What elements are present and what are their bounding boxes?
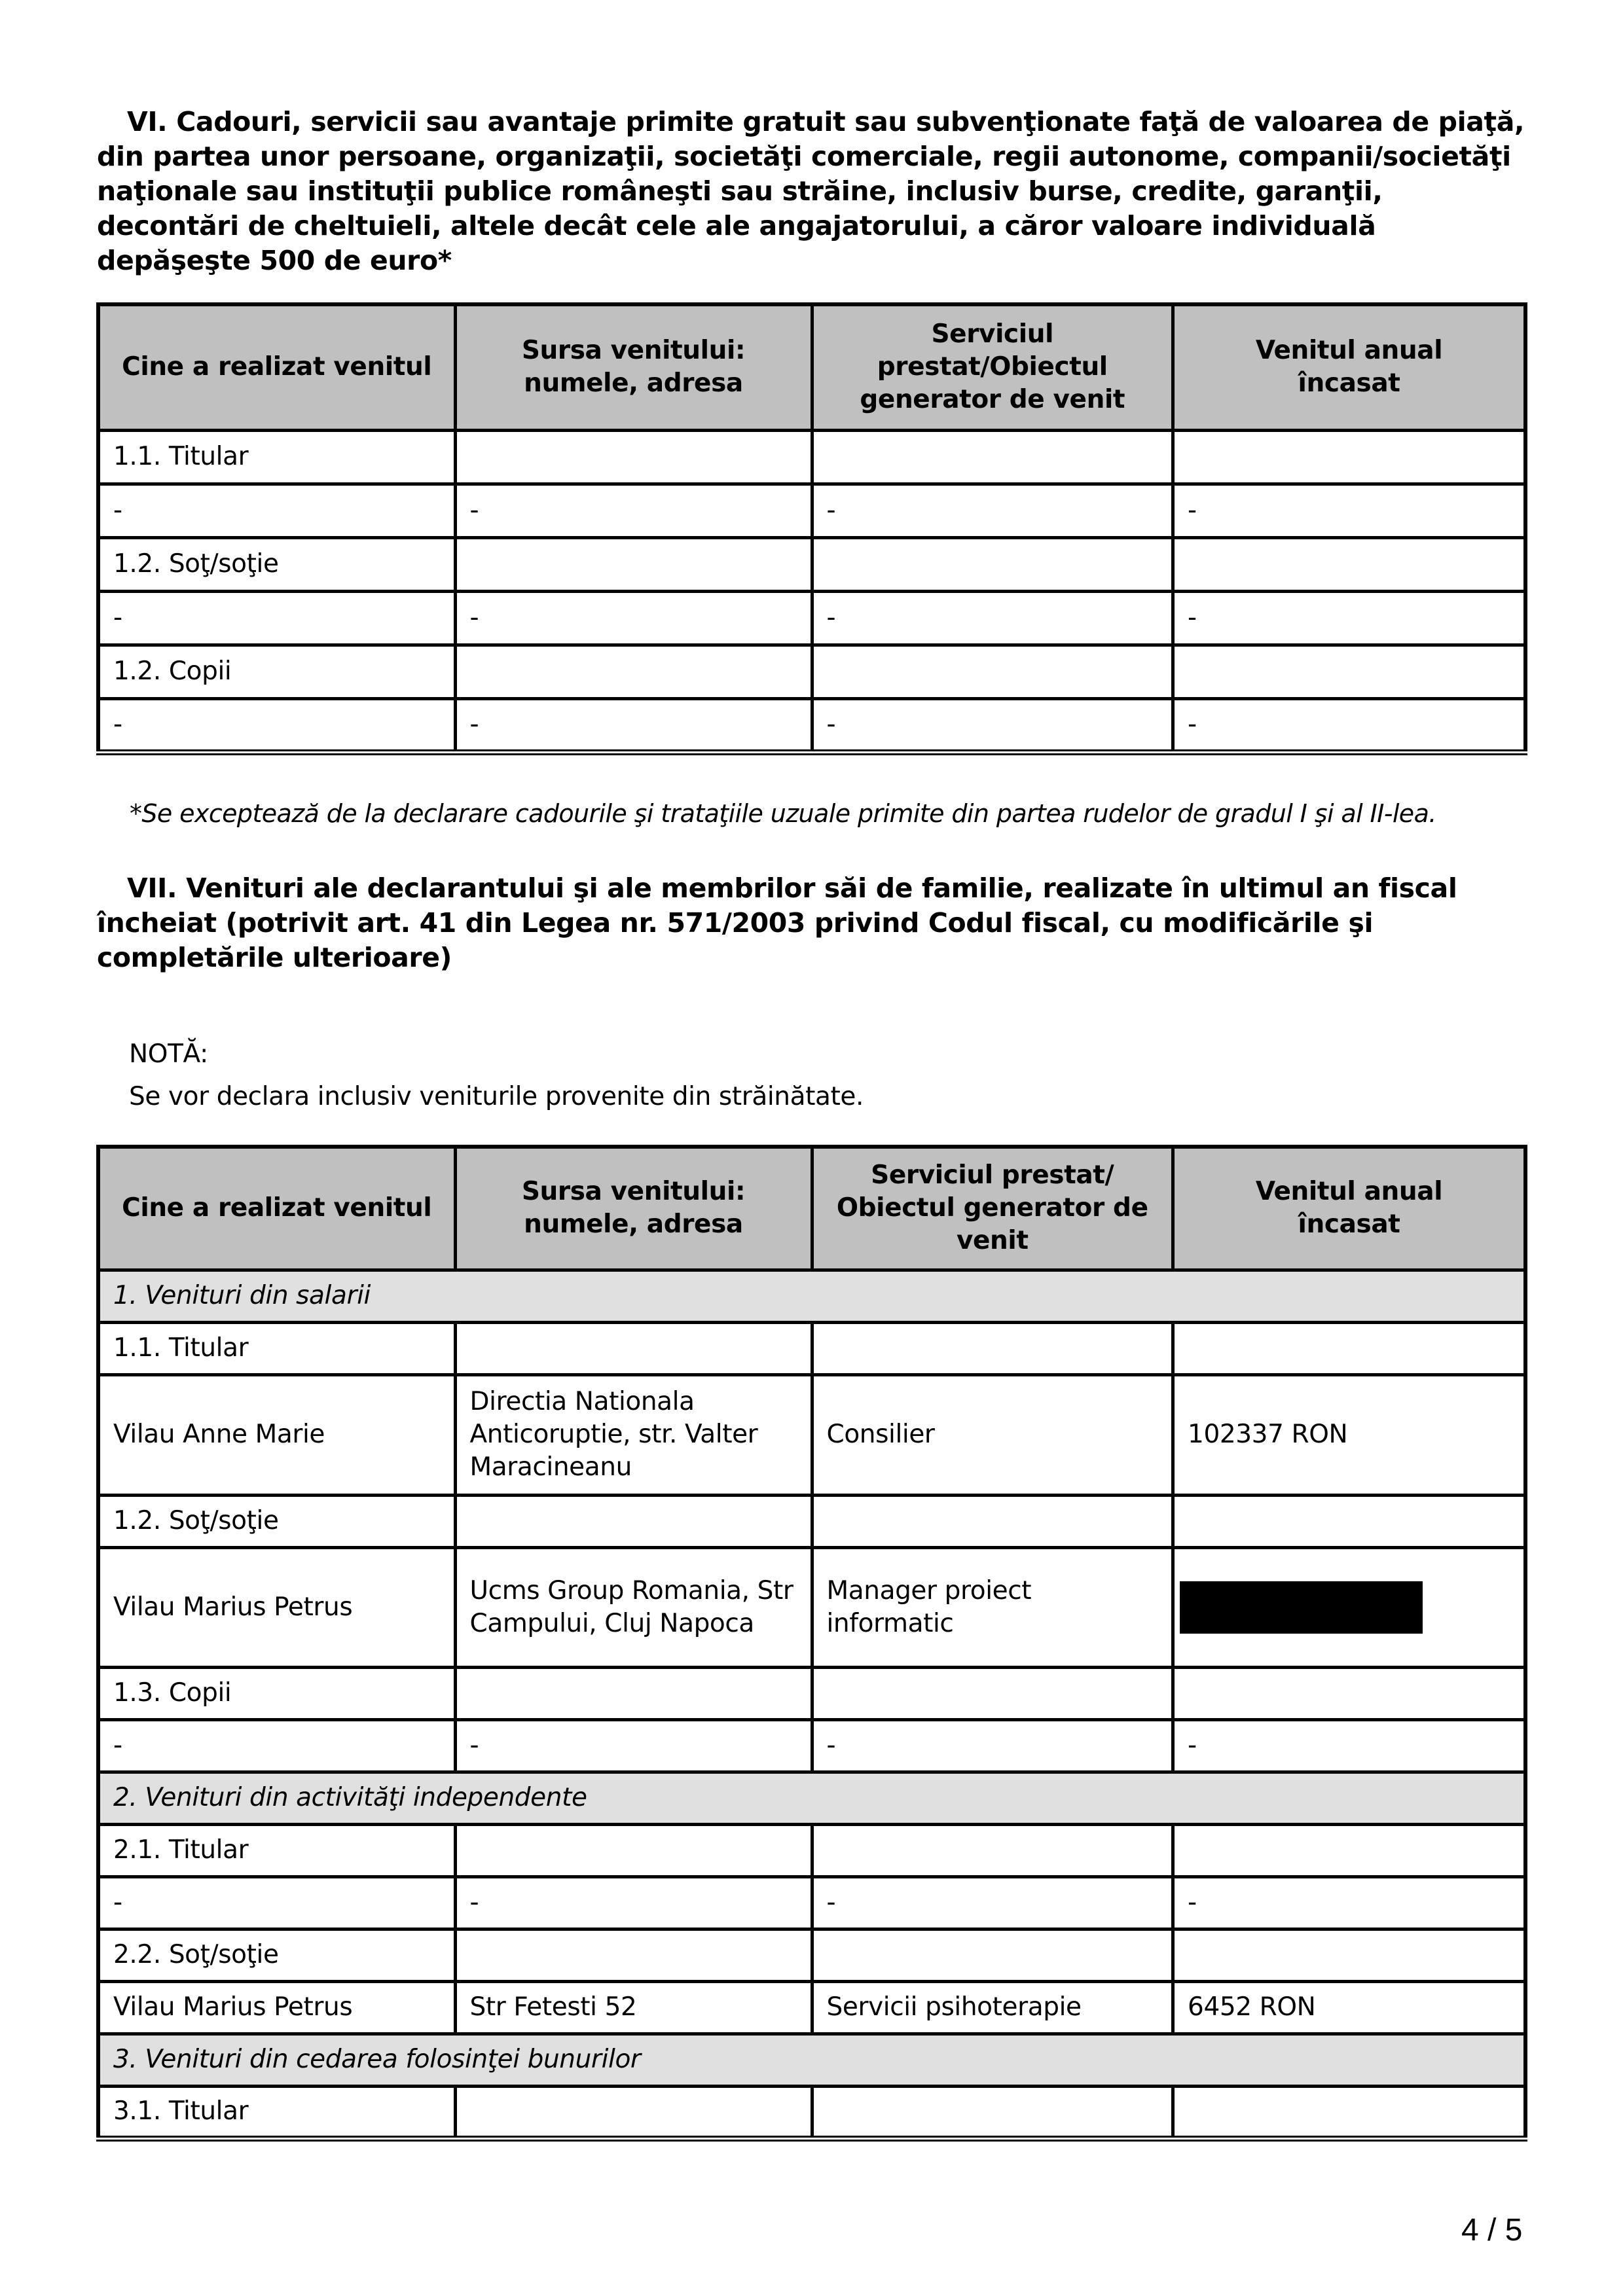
cell: -	[812, 1719, 1173, 1772]
section-label: 1. Venituri din salarii	[98, 1270, 1525, 1322]
cell: -	[1173, 698, 1525, 752]
cell	[1173, 1322, 1525, 1374]
cell	[812, 430, 1173, 484]
cell	[812, 1495, 1173, 1547]
section-row-salarii	[98, 1270, 1525, 1322]
table-row	[98, 645, 1525, 698]
table-row	[98, 2086, 1525, 2138]
cell: 1.2. Soţ/soţie	[98, 1495, 455, 1547]
cell	[812, 537, 1173, 591]
header-cine: Cine a realizat venitul	[98, 1147, 455, 1270]
table-row	[98, 1495, 1525, 1547]
table-row	[98, 1374, 1525, 1495]
page-number: 4 / 5	[1461, 2213, 1523, 2248]
cell	[455, 2086, 812, 2138]
gifts-table	[96, 302, 1527, 755]
cell: -	[455, 484, 812, 537]
cell: 6452 RON	[1173, 1981, 1525, 2034]
cell: -	[98, 698, 455, 752]
redaction-box	[1180, 1581, 1423, 1634]
cell: Vilau Marius Petrus	[98, 1981, 455, 2034]
income-table	[96, 1145, 1527, 2142]
cell: Vilau Marius Petrus	[98, 1547, 455, 1667]
cell: -	[455, 698, 812, 752]
cell	[812, 645, 1173, 698]
table-header-row	[98, 1147, 1525, 1270]
cell: -	[1173, 591, 1525, 645]
table-row	[98, 537, 1525, 591]
cell	[455, 1824, 812, 1876]
cell	[1173, 1495, 1525, 1547]
note-text: Se vor declara inclusiv veniturile provenite din străinătate.	[129, 1082, 864, 1111]
cell: 3.1. Titular	[98, 2086, 455, 2138]
cell: -	[812, 591, 1173, 645]
table-header-row	[98, 304, 1525, 430]
cell: Servicii psihoterapie	[812, 1981, 1173, 2034]
cell: Ucms Group Romania, Str Campului, Cluj Napoca	[455, 1547, 812, 1667]
cell: Str Fetesti 52	[455, 1981, 812, 2034]
gifts-footnote: *Se exceptează de la declarare cadourile şi trataţiile uzuale primite din partea rudelor de gradul I şi al II-lea.	[130, 799, 1436, 828]
note-label: NOTĂ:	[129, 1039, 208, 1069]
table-row	[98, 1876, 1525, 1929]
cell: 2.2. Soţ/soţie	[98, 1929, 455, 1981]
section-vi-heading: VI. Cadouri, servicii sau avantaje primite gratuit sau subvenţionate faţă de valoarea de piaţă, din partea unor persoane, organizaţii, societăţi comerciale, regii autonome, companii/societăţi naţionale sau instituţii publice româneşti sau străine, inclusiv burse, credite, garanţii, decontări de cheltuieli, altele decât cele ale angajatorului, a căror valoare individuală depăşeşte 500 de euro*	[97, 106, 1525, 276]
table-row	[98, 430, 1525, 484]
table-row	[98, 698, 1525, 752]
header-cine: Cine a realizat venitul	[98, 304, 455, 430]
table-row	[98, 1547, 1525, 1667]
cell	[1173, 1929, 1525, 1981]
cell: -	[812, 698, 1173, 752]
table-row	[98, 1981, 1525, 2034]
cell	[812, 1824, 1173, 1876]
cell	[812, 1667, 1173, 1719]
section-vii-heading: VII. Venituri ale declarantului şi ale membrilor săi de familie, realizate în ultimul an fiscal încheiat (potrivit art. 41 din Legea nr. 571/2003 privind Codul fiscal, cu modificările şi completările ulterioare)	[97, 872, 1457, 973]
cell: 1.3. Copii	[98, 1667, 455, 1719]
cell	[455, 1929, 812, 1981]
section-row-cedarea	[98, 2034, 1525, 2086]
header-venit: Venitul anual încasat	[1173, 304, 1525, 430]
cell	[812, 2086, 1173, 2138]
table-row	[98, 1824, 1525, 1876]
header-sursa: Sursa venitului: numele, adresa	[455, 304, 812, 430]
cell: -	[98, 484, 455, 537]
header-sursa: Sursa venitului: numele, adresa	[455, 1147, 812, 1270]
cell: -	[812, 1876, 1173, 1929]
cell	[1173, 2086, 1525, 2138]
cell	[812, 1929, 1173, 1981]
cell: 1.2. Copii	[98, 645, 455, 698]
cell	[1173, 1824, 1525, 1876]
cell	[1173, 645, 1525, 698]
table-row	[98, 1929, 1525, 1981]
cell: Directia Nationala Anticoruptie, str. Valter Maracineanu	[455, 1374, 812, 1495]
cell: -	[98, 1719, 455, 1772]
cell: -	[1173, 1719, 1525, 1772]
cell	[455, 430, 812, 484]
header-serviciu: Serviciul prestat/Obiectul generator de venit	[812, 304, 1173, 430]
cell	[455, 645, 812, 698]
cell: 1.2. Soţ/soţie	[98, 537, 455, 591]
section-label: 3. Venituri din cedarea folosinţei bunurilor	[98, 2034, 1525, 2086]
cell: Vilau Anne Marie	[98, 1374, 455, 1495]
header-serviciu: Serviciul prestat/ Obiectul generator de venit	[812, 1147, 1173, 1270]
cell: 1.1. Titular	[98, 1322, 455, 1374]
cell	[1173, 1667, 1525, 1719]
cell: 1.1. Titular	[98, 430, 455, 484]
cell	[455, 1322, 812, 1374]
cell	[812, 1322, 1173, 1374]
section-label: 2. Venituri din activităţi independente	[98, 1772, 1525, 1824]
cell: 102337 RON	[1173, 1374, 1525, 1495]
cell: Manager proiect informatic	[812, 1547, 1173, 1667]
table-row	[98, 1667, 1525, 1719]
cell: -	[455, 591, 812, 645]
cell: 2.1. Titular	[98, 1824, 455, 1876]
table-row	[98, 591, 1525, 645]
cell: Consilier	[812, 1374, 1173, 1495]
cell: -	[812, 484, 1173, 537]
cell: -	[1173, 484, 1525, 537]
table-row	[98, 1719, 1525, 1772]
cell	[455, 1495, 812, 1547]
section-row-independente	[98, 1772, 1525, 1824]
cell	[1173, 430, 1525, 484]
cell: -	[455, 1876, 812, 1929]
cell	[455, 1667, 812, 1719]
header-venit: Venitul anual încasat	[1173, 1147, 1525, 1270]
table-row	[98, 484, 1525, 537]
cell	[455, 537, 812, 591]
cell: -	[98, 591, 455, 645]
table-row	[98, 1322, 1525, 1374]
cell: -	[455, 1719, 812, 1772]
cell: -	[98, 1876, 455, 1929]
cell	[1173, 1547, 1525, 1667]
cell: -	[1173, 1876, 1525, 1929]
cell	[1173, 537, 1525, 591]
